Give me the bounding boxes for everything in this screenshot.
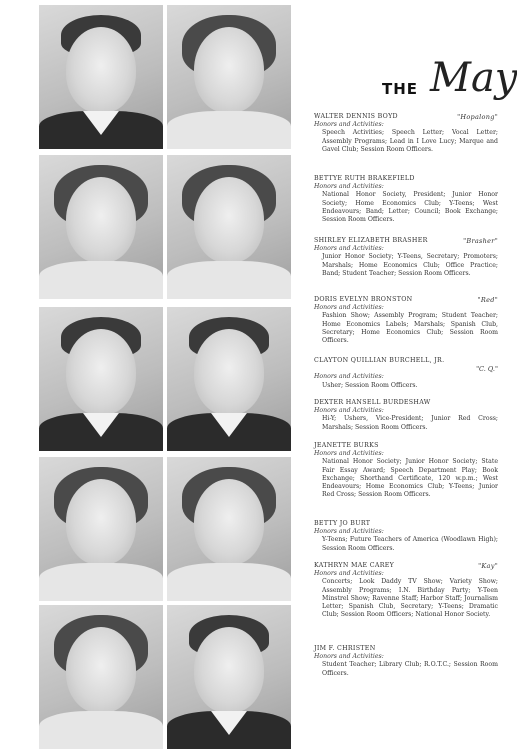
portrait-photo-6 — [167, 307, 291, 451]
senior-nickname: "Brasher" — [463, 237, 498, 245]
activities-heading: Honors and Activities: — [314, 183, 384, 191]
senior-entry — [314, 113, 498, 154]
senior-entry — [314, 645, 498, 678]
portrait-photo-5 — [39, 307, 163, 451]
senior-nickname: "C. Q." — [476, 365, 498, 374]
activities-heading: Honors and Activities: — [314, 304, 384, 312]
senior-nickname: "Kay" — [478, 562, 498, 570]
activities-text: Student Teacher; Library Club; R.O.T.C.; Session Room Officers. — [322, 661, 498, 677]
activities-heading: Honors and Activities: — [314, 528, 384, 536]
activities-text: Concerts; Look Daddy TV Show; Variety Show; Assembly Programs; I.N. Birthday Party; Y-Teen Minstrel Show; Ravenne Staff; Harbor Staff; Journalism Letter; Spanish Club, Secretary; Y-Teens; Dramatic Club; Session Room Officers; National Honor Society. — [322, 578, 498, 619]
senior-name: SHIRLEY ELIZABETH BRASHER — [314, 237, 428, 244]
portrait-photo-3 — [39, 155, 163, 299]
senior-name: JEANETTE BURKS — [314, 442, 379, 449]
portrait-photo-4 — [167, 155, 291, 299]
activities-text: Junior Honor Society; Y-Teens, Secretary; Promoters; Marshals; Home Economics Club; Office Practice; Band; Student Teacher; Session Room Officers. — [322, 253, 498, 277]
activities-text: Hi-Y; Ushers, Vice-President; Junior Red Cross; Marshals; Session Room Officers. — [322, 415, 498, 431]
senior-entry — [314, 562, 498, 619]
senior-name: BETTYE RUTH BRAKEFIELD — [314, 175, 415, 182]
senior-name: DEXTER HANSELL BURDESHAW — [314, 399, 431, 406]
activities-text: Fashion Show; Assembly Program; Student Teacher; Home Economics Labels; Marshals; Spanish Club, Secretary; Home Economics Club; Session Room Officers. — [322, 312, 498, 345]
senior-entry — [314, 520, 498, 553]
senior-entry — [314, 175, 498, 224]
activities-heading: Honors and Activities: — [314, 653, 384, 661]
portrait-photo-1 — [39, 5, 163, 149]
portrait-photo-10 — [167, 605, 291, 749]
portrait-photo-8 — [167, 457, 291, 601]
photo-grid — [39, 5, 291, 750]
senior-entry — [314, 237, 498, 278]
activities-text: Usher; Session Room Officers. — [322, 381, 418, 389]
senior-name: DORIS EVELYN BRONSTON — [314, 296, 413, 303]
activities-text: National Honor Society, President; Junior Honor Society; Home Economics Club; Y-Teens; West Endeavours; Band; Letter; Council; Book Exchange; Session Room Officers. — [322, 191, 498, 224]
page-heading-script: May — [430, 55, 517, 101]
activities-text: Y-Teens; Future Teachers of America (Woodlawn High); Session Room Officers. — [322, 536, 498, 552]
senior-nickname: "Red" — [477, 296, 498, 304]
senior-name: WALTER DENNIS BOYD — [314, 113, 398, 120]
senior-name: JIM F. CHRISTEN — [314, 645, 376, 652]
senior-name: BETTY JO BURT — [314, 520, 371, 527]
portrait-photo-9 — [39, 605, 163, 749]
activities-heading: Honors and Activities: — [314, 373, 384, 381]
activities-text: Speech Activities; Speech Letter; Vocal Letter; Assembly Programs; Lead in I Love Lucy; Marque and Gavel Club; Session Room Officers. — [322, 129, 498, 153]
activities-heading: Honors and Activities: — [314, 407, 384, 415]
activities-heading: Honors and Activities: — [314, 121, 384, 129]
senior-entry — [314, 296, 498, 345]
senior-entry — [314, 442, 498, 499]
activities-text: National Honor Society; Junior Honor Society; State Fair Essay Award; Speech Department Play; Book Exchange; Shorthand Certificate, 120 w.p.m.; West Endeavours; Home Economics Club; Y-Teens; Junior Red Cross; Session Room Officers. — [322, 458, 498, 499]
senior-name: KATHRYN MAE CAREY — [314, 562, 395, 569]
page-heading-the: THE — [382, 80, 419, 98]
senior-entry — [314, 357, 498, 390]
activities-heading: Honors and Activities: — [314, 450, 384, 458]
portrait-photo-2 — [167, 5, 291, 149]
senior-entry — [314, 399, 498, 432]
portrait-photo-7 — [39, 457, 163, 601]
senior-name: CLAYTON QUILLIAN BURCHELL, JR. — [314, 357, 445, 364]
activities-heading: Honors and Activities: — [314, 245, 384, 253]
activities-heading: Honors and Activities: — [314, 570, 384, 578]
senior-nickname: "Hopalong" — [457, 113, 498, 121]
